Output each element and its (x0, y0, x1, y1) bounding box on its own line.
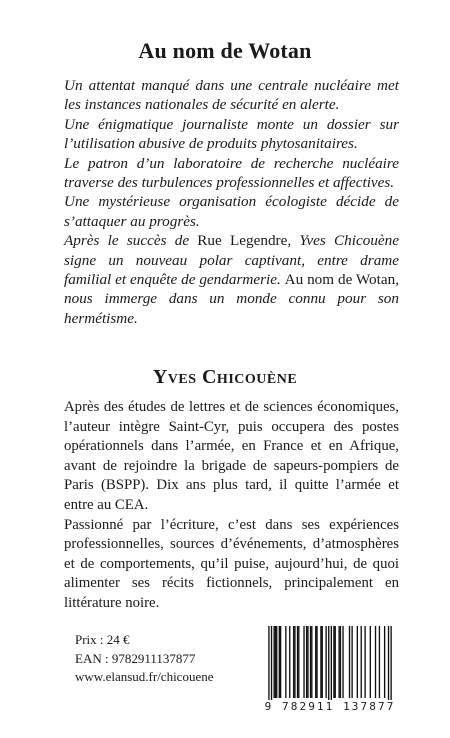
barcode-bar (379, 626, 380, 698)
barcode-bar (310, 626, 311, 698)
book-title-inline: Au nom de Wotan (284, 271, 396, 289)
publisher-url: www.elansud.fr/chicouene (75, 669, 214, 684)
barcode-bar (275, 626, 276, 698)
barcode-bar (328, 626, 329, 702)
barcode-digits: 9 782911 137877 (255, 700, 405, 714)
barcode-bar (357, 626, 358, 698)
barcode-bar (320, 626, 321, 698)
barcode-bar (333, 626, 334, 698)
blurb-paragraph: Un attentat manqué dans une centrale nucléaire met les instances nationales de sécurité en alerte. (64, 77, 399, 114)
author-name: Yves Chicouène (152, 366, 298, 388)
barcode-bar (338, 626, 339, 698)
author-bio (64, 398, 399, 614)
barcode-bar (298, 626, 299, 698)
blurb-paragraph: Une mystérieuse organisation écologiste décide de s’attaquer au progrès. (64, 193, 399, 230)
blurb-paragraph (64, 231, 399, 328)
blurb-text: Après le succès de (64, 232, 198, 250)
barcode-bar (285, 626, 286, 698)
barcode-bar (294, 626, 295, 698)
book-title: Au nom de Wotan (138, 38, 312, 63)
barcode-bar (342, 626, 343, 698)
barcode-bar (335, 626, 336, 698)
barcode-bar (390, 626, 391, 702)
barcode-bar (388, 626, 389, 702)
price: Prix : 24 € (75, 632, 130, 647)
barcode-bar (276, 626, 277, 698)
barcode-bar (315, 626, 316, 698)
barcode-bar (316, 626, 317, 698)
publication-info (75, 631, 214, 687)
barcode-bar (293, 626, 294, 698)
barcode-bar (375, 626, 376, 698)
bio-paragraph: Passionné par l’écriture, c’est dans ses expériences professionnelles, sources d’événements, d’atmosphères et de comportements, qu’il puise, aujourd’hui, de quoi alimenter ses récits fictionnels, principalement en littérature noire. (64, 516, 399, 611)
barcode-bar (307, 626, 308, 698)
barcode-bar (311, 626, 312, 698)
back-cover-blurb (64, 76, 399, 328)
barcode-bar (364, 626, 365, 698)
barcode-bar (279, 626, 280, 698)
barcode-bar (349, 626, 350, 698)
barcode-bar (271, 626, 272, 702)
barcode-bar (297, 626, 298, 698)
barcode-bar (268, 626, 269, 702)
barcode-bar (322, 626, 323, 698)
barcode-bar (280, 626, 281, 698)
blurb-paragraph: Une énigmatique journaliste monte un dossier sur l’utilisation abusive de produits phytosanitaires. (64, 115, 399, 153)
barcode-bar (331, 626, 332, 702)
blurb-text: , nous immerge dans un monde connu pour son hermétisme. (64, 271, 399, 327)
blurb-text: , Yves Chicouène signe un nouveau polar captivant, entre drame familial et enquête de gendarmerie. (64, 232, 399, 289)
barcode-bar (384, 626, 385, 698)
barcode-bar (303, 626, 304, 698)
barcode-bar (273, 626, 274, 698)
barcode (255, 624, 405, 713)
barcode-bar (306, 626, 307, 698)
barcode-bar (340, 626, 341, 698)
barcode-bar (361, 626, 362, 698)
blurb-paragraph: Le patron d’un laboratoire de recherche nucléaire traverse des turbulences professionnelles et affectives. (64, 154, 399, 192)
previous-book-title: Rue Legendre (197, 232, 288, 250)
barcode-bars (255, 624, 405, 702)
ean: EAN : 9782911137877 (75, 650, 196, 666)
barcode-bar (289, 626, 290, 698)
barcode-bar (351, 626, 352, 698)
bio-paragraph: Après des études de lettres et de sciences économiques, l’auteur intègre Saint-Cyr, puis occupera des postes opérationnels dans l’armée, en France et en Afrique, avant de rejoindre la brigade de sapeurs-pompiers de Paris (BSPP). Dix ans plus tard, il quitte l’armée et entre au CEA. (64, 399, 399, 513)
barcode-bar (370, 626, 371, 698)
barcode-bar (325, 626, 326, 698)
